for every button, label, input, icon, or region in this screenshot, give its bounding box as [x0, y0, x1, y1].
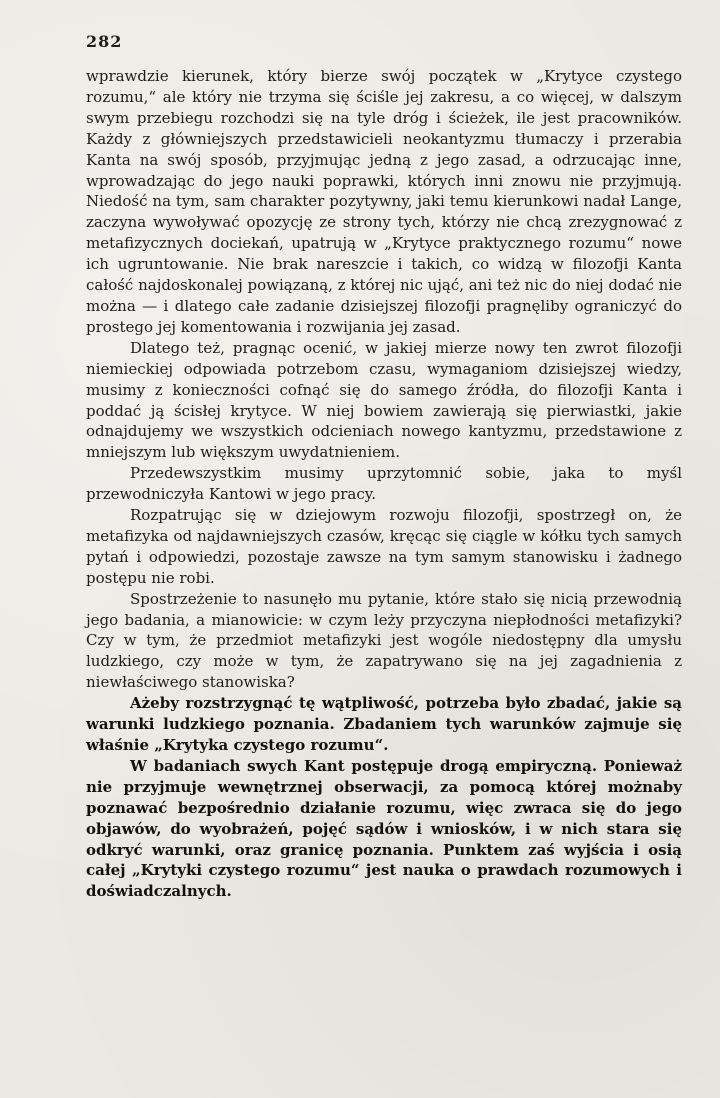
paragraph-1: wprawdzie kierunek, który bierze swój początek w „Krytyce czystego rozumu,“ ale który nie trzyma się ściśle jej zakresu, a co więcej, w dalszym swym przebiegu rozchodzi się na tyle dróg i ścieżek, ile jest pracowników. Każdy z główniejszych przedstawicieli neokantyzmu tłumaczy i przerabia Kanta na swój sposób, przyjmując jedną z jego zasad, a odrzucając inne, wprowadzając do jego nauki poprawki, których inni znowu nie przyjmują. Niedość na tym, sam charakter pozytywny, jaki temu kierunkowi nadał Lange, zaczyna wywoływać opozycję ze strony tych, którzy nie chcą zrezygnować z metafizycznych dociekań, upatrują w „Krytyce praktycznego rozumu“ nowe ich ugruntowanie. Nie brak nareszcie i takich, co widzą w filozofji Kanta całość najdoskonalej powiązaną, z której nic ująć, ani też nic do niej dodać nie można — i dlatego całe zadanie dzisiejszej filozofji pragnęliby ograniczyć do prostego jej komentowania i rozwijania jej zasad.: [86, 67, 683, 336]
page-number: 282: [86, 32, 123, 51]
paragraph-5: Spostrzeżenie to nasunęło mu pytanie, które stało się nicią przewodnią jego badania, a mianowicie: w czym leży przyczyna niepłodności metafizyki? Czy w tym, że przedmiot metafizyki jest wogóle niedostępny dla umysłu ludzkiego, czy może w tym, że zapatrywano się na jej zagadnienia z niewłaściwego stanowiska?: [86, 589, 682, 692]
paragraph-3: Przedewszystkim musimy uprzytomnić sobie, jaka to myśl przewodniczyła Kantowi w jego pracy.: [86, 464, 682, 504]
paragraph-7: W badaniach swych Kant postępuje drogą empiryczną. Ponieważ nie przyjmuje wewnętrznej obserwacji, za pomocą której możnaby poznawać bezpośrednio działanie rozumu, więc zwraca się do jego objawów, do wyobrażeń, pojęć sądów i wniosków, i w nich stara się odkryć warunki, oraz granicę poznania. Punktem zaś wyjścia i osią całej „Krytyki czystego rozumu“ jest nauka o prawdach rozumowych i doświadczalnych.: [86, 756, 682, 901]
paragraph-2: Dlatego też, pragnąc ocenić, w jakiej mierze nowy ten zwrot filozofji niemieckiej odpowiada potrzebom czasu, wymaganiom dzisiejszej wiedzy, musimy z konieczności cofnąć się do samego źródła, do filozofji Kanta i poddać ją ścisłej krytyce. W niej bowiem zawierają się pierwiastki, jakie odnajdujemy we wszystkich odcieniach nowego kantyzmu, przedstawione z mniejszym lub większym uwydatnieniem.: [86, 338, 682, 462]
paragraph-4: Rozpatrując się w dziejowym rozwoju filozofji, spostrzegł on, że metafizyka od najdawniejszych czasów, kręcąc się ciągle w kółku tych samych pytań i odpowiedzi, pozostaje zawsze na tym samym stanowisku i żadnego postępu nie robi.: [86, 506, 682, 587]
body-text: [86, 66, 682, 902]
paragraph-6: Ażeby rozstrzygnąć tę wątpliwość, potrzeba było zbadać, jakie są warunki ludzkiego poznania. Zbadaniem tych warunków zajmuje się właśnie „Krytyka czystego rozumu“.: [86, 694, 682, 754]
